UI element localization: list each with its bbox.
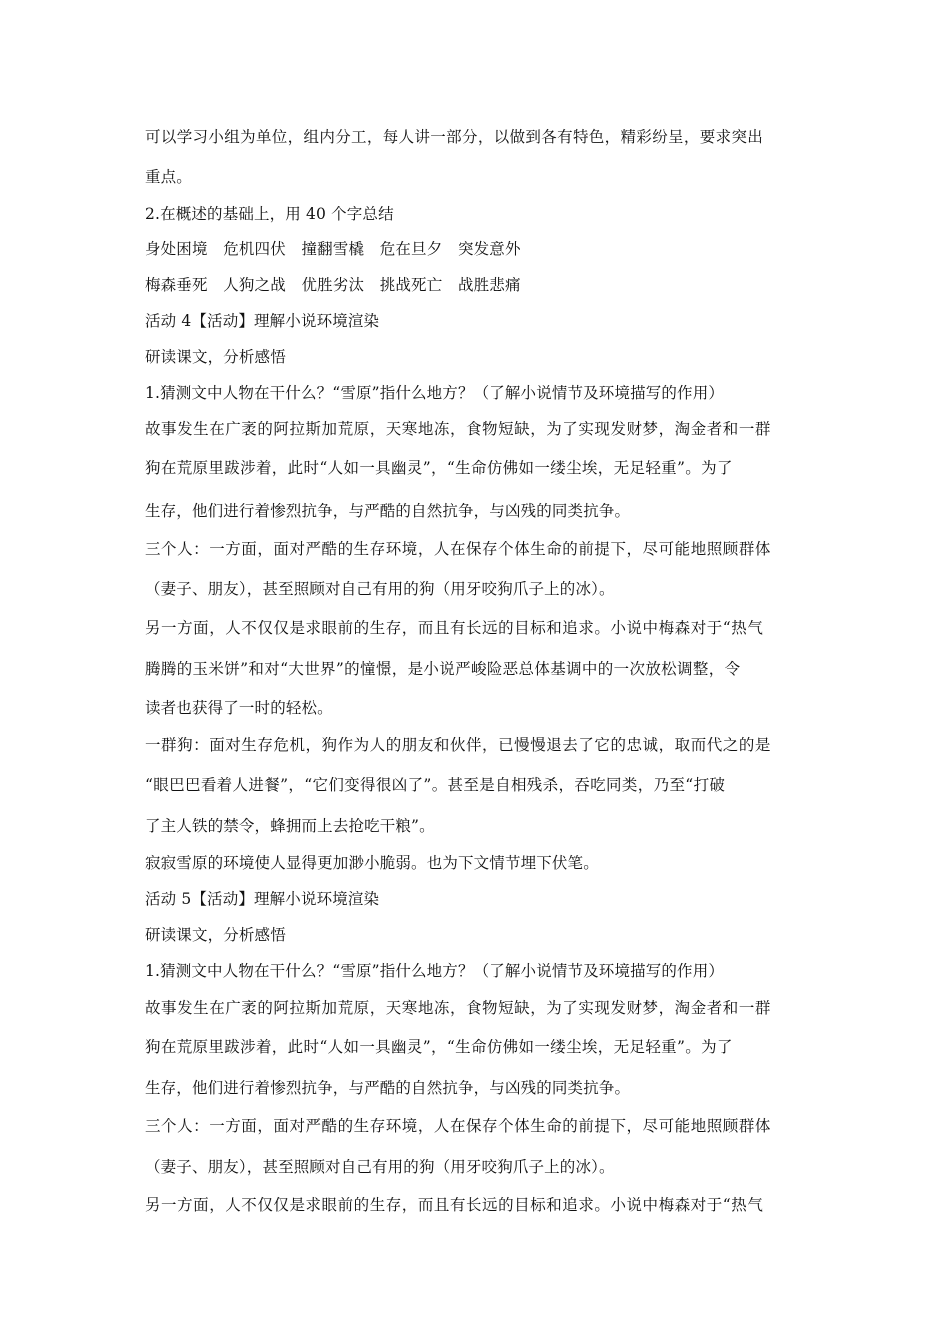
paragraph-line: 重点。 bbox=[145, 168, 192, 186]
paragraph-line: 另一方面，人不仅仅是求眼前的生存，而且有长远的目标和追求。小说中梅森对于“热气 bbox=[145, 1196, 764, 1214]
paragraph-line: 故事发生在广袤的阿拉斯加荒原，天寒地冻，食物短缺，为了实现发财梦，淘金者和一群 bbox=[145, 420, 771, 438]
paragraph-line: 三个人：一方面，面对严酷的生存环境，人在保存个体生命的前提下，尽可能地照顾群体 bbox=[145, 540, 771, 558]
paragraph-line: （妻子、朋友），甚至照顾对自己有用的狗（用牙咬狗爪子上的冰）。 bbox=[145, 580, 615, 598]
paragraph-line: 狗在荒原里跋涉着，此时“人如一具幽灵”，“生命仿佛如一缕尘埃，无足轻重”。为了 bbox=[145, 1038, 733, 1056]
summary-phrase-line: 梅森垂死 人狗之战 优胜劣汰 挑战死亡 战胜悲痛 bbox=[145, 276, 521, 294]
paragraph-line: 一群狗：面对生存危机，狗作为人的朋友和伙伴，已慢慢退去了它的忠诚，取而代之的是 bbox=[145, 736, 771, 754]
paragraph-line: 三个人：一方面，面对严酷的生存环境，人在保存个体生命的前提下，尽可能地照顾群体 bbox=[145, 1117, 771, 1135]
paragraph-line: 寂寂雪原的环境使人显得更加渺小脆弱。也为下文情节埋下伏笔。 bbox=[145, 854, 599, 872]
paragraph-line: 另一方面，人不仅仅是求眼前的生存，而且有长远的目标和追求。小说中梅森对于“热气 bbox=[145, 619, 764, 637]
summary-phrase-line: 身处困境 危机四伏 撞翻雪橇 危在旦夕 突发意外 bbox=[145, 240, 521, 258]
paragraph-line: 故事发生在广袤的阿拉斯加荒原，天寒地冻，食物短缺，为了实现发财梦，淘金者和一群 bbox=[145, 999, 771, 1017]
activity-heading: 活动 4【活动】理解小说环境渲染 bbox=[145, 312, 380, 330]
section-subheading: 研读课文，分析感悟 bbox=[145, 926, 286, 944]
paragraph-line: 生存，他们进行着惨烈抗争，与严酷的自然抗争，与凶残的同类抗争。 bbox=[145, 502, 631, 520]
section-subheading: 研读课文，分析感悟 bbox=[145, 348, 286, 366]
question-line: 1.猜测文中人物在干什么？“雪原”指什么地方？（了解小说情节及环境描写的作用） bbox=[145, 962, 724, 980]
paragraph-line: “眼巴巴看着人进餐”，“它们变得很凶了”。甚至是自相残杀，吞吃同类，乃至“打破 bbox=[145, 776, 726, 794]
list-item-heading: 2.在概述的基础上，用 40 个字总结 bbox=[145, 205, 394, 223]
paragraph-line: 读者也获得了一时的轻松。 bbox=[145, 699, 333, 717]
paragraph-line: 腾腾的玉米饼”和对“大世界”的憧憬，是小说严峻险恶总体基调中的一次放松调整，令 bbox=[145, 660, 741, 678]
paragraph-line: （妻子、朋友），甚至照顾对自己有用的狗（用牙咬狗爪子上的冰）。 bbox=[145, 1158, 615, 1176]
paragraph-line: 生存，他们进行着惨烈抗争，与严酷的自然抗争，与凶残的同类抗争。 bbox=[145, 1079, 631, 1097]
paragraph-line: 狗在荒原里跋涉着，此时“人如一具幽灵”，“生命仿佛如一缕尘埃，无足轻重”。为了 bbox=[145, 459, 733, 477]
paragraph-line: 可以学习小组为单位，组内分工，每人讲一部分，以做到各有特色，精彩纷呈，要求突出 bbox=[145, 128, 764, 146]
activity-heading: 活动 5【活动】理解小说环境渲染 bbox=[145, 890, 380, 908]
paragraph-line: 了主人铁的禁令，蜂拥而上去抢吃干粮”。 bbox=[145, 817, 435, 835]
question-line: 1.猜测文中人物在干什么？“雪原”指什么地方？（了解小说情节及环境描写的作用） bbox=[145, 384, 724, 402]
